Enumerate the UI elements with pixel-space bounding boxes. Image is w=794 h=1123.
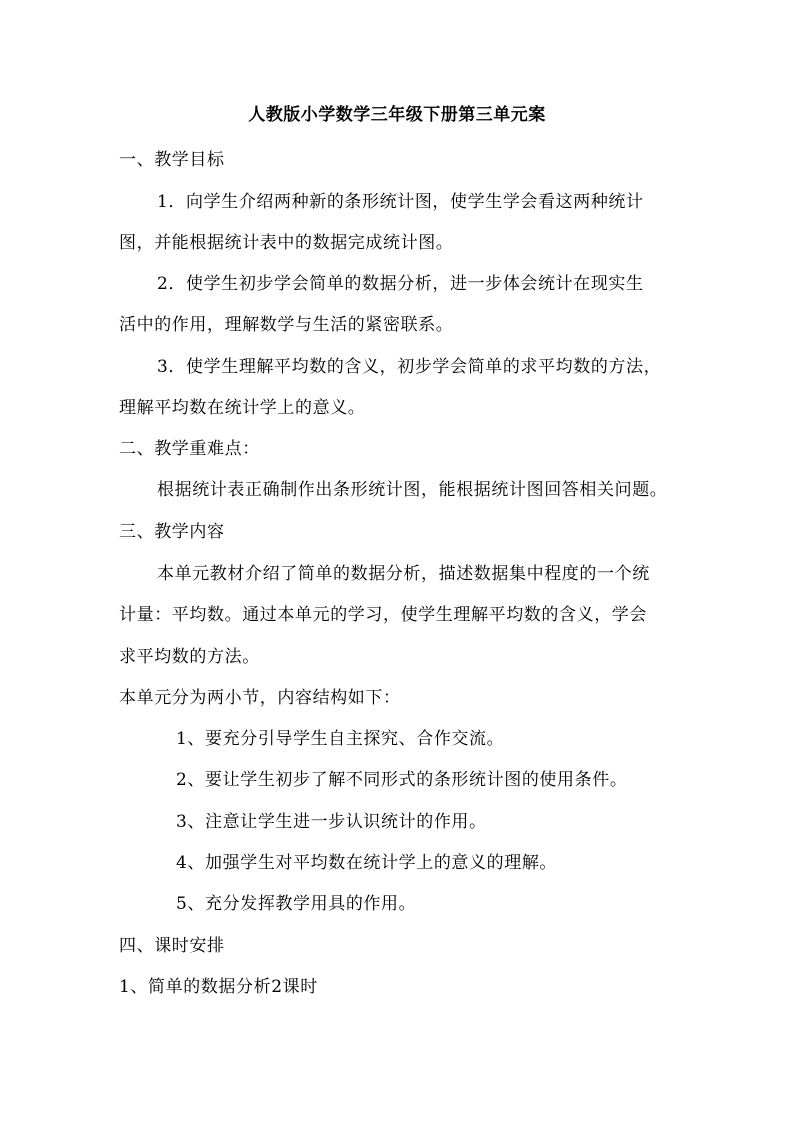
section-heading-schedule: 四、课时安排 (119, 936, 225, 956)
paragraph-line: 计量：平均数。通过本单元的学习，使学生理解平均数的含义，学会 (119, 605, 647, 625)
paragraph-line: 求平均数的方法。 (119, 647, 260, 667)
paragraph-line: 理解平均数在统计学上的意义。 (119, 398, 366, 418)
list-item: 4、加强学生对平均数在统计学上的意义的理解。 (176, 853, 558, 873)
document-title: 人教版小学数学三年级下册第三单元案 (248, 105, 546, 125)
list-item: 2、要让学生初步了解不同形式的条形统计图的使用条件。 (176, 770, 628, 790)
paragraph-line: 本单元分为两小节，内容结构如下： (119, 688, 401, 708)
paragraph-line: 1、简单的数据分析2课时 (119, 977, 318, 997)
paragraph-line: 根据统计表正确制作出条形统计图，能根据统计图回答相关问题。 (157, 480, 668, 500)
list-item: 1、要充分引导学生自主探究、合作交流。 (176, 729, 505, 749)
list-item: 3、注意让学生进一步认识统计的作用。 (176, 812, 487, 832)
paragraph-line: 本单元教材介绍了简单的数据分析，描述数据集中程度的一个统 (157, 564, 650, 584)
paragraph-line: 活中的作用，理解数学与生活的紧密联系。 (119, 315, 454, 335)
paragraph-line: 3．使学生理解平均数的含义，初步学会简单的求平均数的方法， (157, 357, 662, 377)
paragraph-line: 2．使学生初步学会简单的数据分析，进一步体会统计在现实生 (157, 274, 644, 294)
section-heading-content: 三、教学内容 (119, 522, 225, 542)
section-heading-objectives: 一、教学目标 (119, 150, 225, 170)
section-heading-key-points: 二、教学重难点： (119, 439, 260, 459)
paragraph-line: 图，并能根据统计表中的数据完成统计图。 (119, 233, 454, 253)
list-item: 5、充分发挥教学用具的作用。 (176, 894, 417, 914)
paragraph-line: 1．向学生介绍两种新的条形统计图，使学生学会看这两种统计 (157, 192, 644, 212)
